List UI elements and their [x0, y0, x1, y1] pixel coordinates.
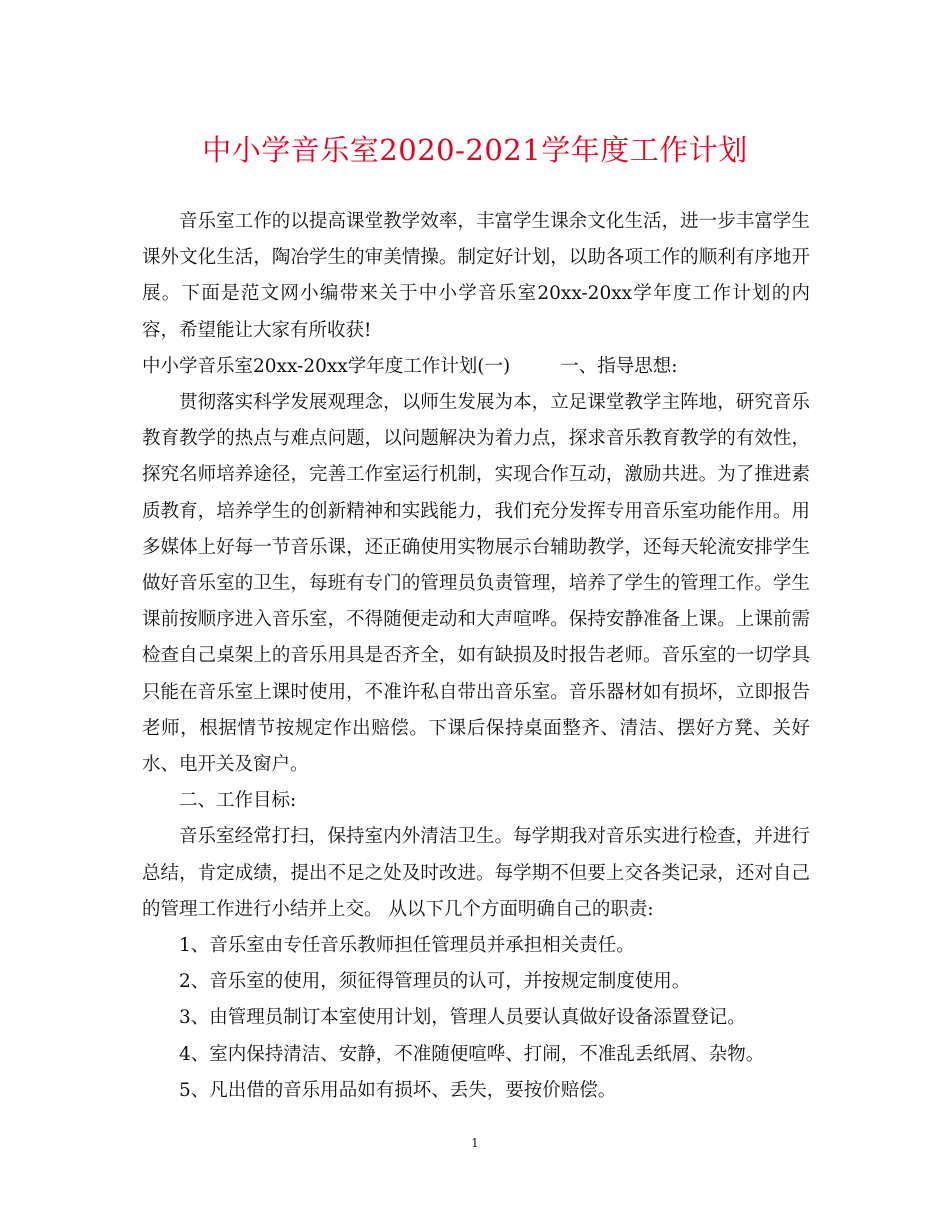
guiding-heading: 一、指导思想: — [560, 355, 678, 377]
document-body — [142, 204, 810, 1109]
section-heading: 中小学音乐室20xx-20xx学年度工作计划(一) — [142, 355, 511, 377]
goals-heading: 二、工作目标: — [179, 790, 297, 812]
list-item: 5、凡出借的音乐用品如有损坏、丢失，要按价赔偿。 — [179, 1079, 617, 1101]
document-title: 中小学音乐室2020-2021学年度工作计划 — [202, 133, 748, 167]
guiding-paragraph: 贯彻落实科学发展观理念，以师生发展为本，立足课堂教学主阵地，研究音乐教育教学的热点与难点问题，以问题解决为着力点，探求音乐教育教学的有效性，探究名师培养途径，完善工作室运行机制，实现合作互动，激励共进。为了推进素质教育，培养学生的创新精神和实践能力，我们充分发挥专用音乐室功能作用。用多媒体上好每一节音乐课，还正确使用实物展示台辅助教学，还每天轮流安排学生做好音乐室的卫生，每班有专门的管理员负责管理，培养了学生的管理工作。学生课前按顺序进入音乐室，不得随便走动和大声喧哗。保持安静准备上课。上课前需检查自己桌架上的音乐用具是否齐全，如有缺损及时报告老师。音乐室的一切学具只能在音乐室上课时使用，不准许私自带出音乐室。音乐器材如有损坏，立即报告老师，根据情节按规定作出赔偿。下课后保持桌面整齐、清洁、摆好方凳、关好水、电开关及窗户。 — [142, 392, 810, 776]
section-heading-line — [142, 349, 810, 385]
page-number: 1 — [471, 1136, 479, 1150]
goals-paragraph: 音乐室经常打扫，保持室内外清洁卫生。每学期我对音乐实进行检查，并进行总结，肯定成绩，提出不足之处及时改进。每学期不但要上交各类记录，还对自己的管理工作进行小结并上交。 从以下几个方面明确自己的职责: — [142, 826, 810, 920]
list-item: 3、由管理员制订本室使用计划，管理人员要认真做好设备添置登记。 — [179, 1007, 746, 1029]
list-item: 2、音乐室的使用，须征得管理员的认可，并按规定制度使用。 — [179, 971, 691, 993]
list-item: 4、室内保持清洁、安静，不准随便喧哗、打闹，不准乱丢纸屑、杂物。 — [179, 1043, 765, 1065]
intro-paragraph: 音乐室工作的以提高课堂教学效率，丰富学生课余文化生活，进一步丰富学生课外文化生活，陶冶学生的审美情操。制定好计划，以助各项工作的顺利有序地开展。下面是范文网小编带来关于中小学音乐室20xx-20xx学年度工作计划的内容，希望能让大家有所收获! — [142, 211, 810, 341]
list-item: 1、音乐室由专任音乐教师担任管理员并承担相关责任。 — [179, 935, 635, 957]
